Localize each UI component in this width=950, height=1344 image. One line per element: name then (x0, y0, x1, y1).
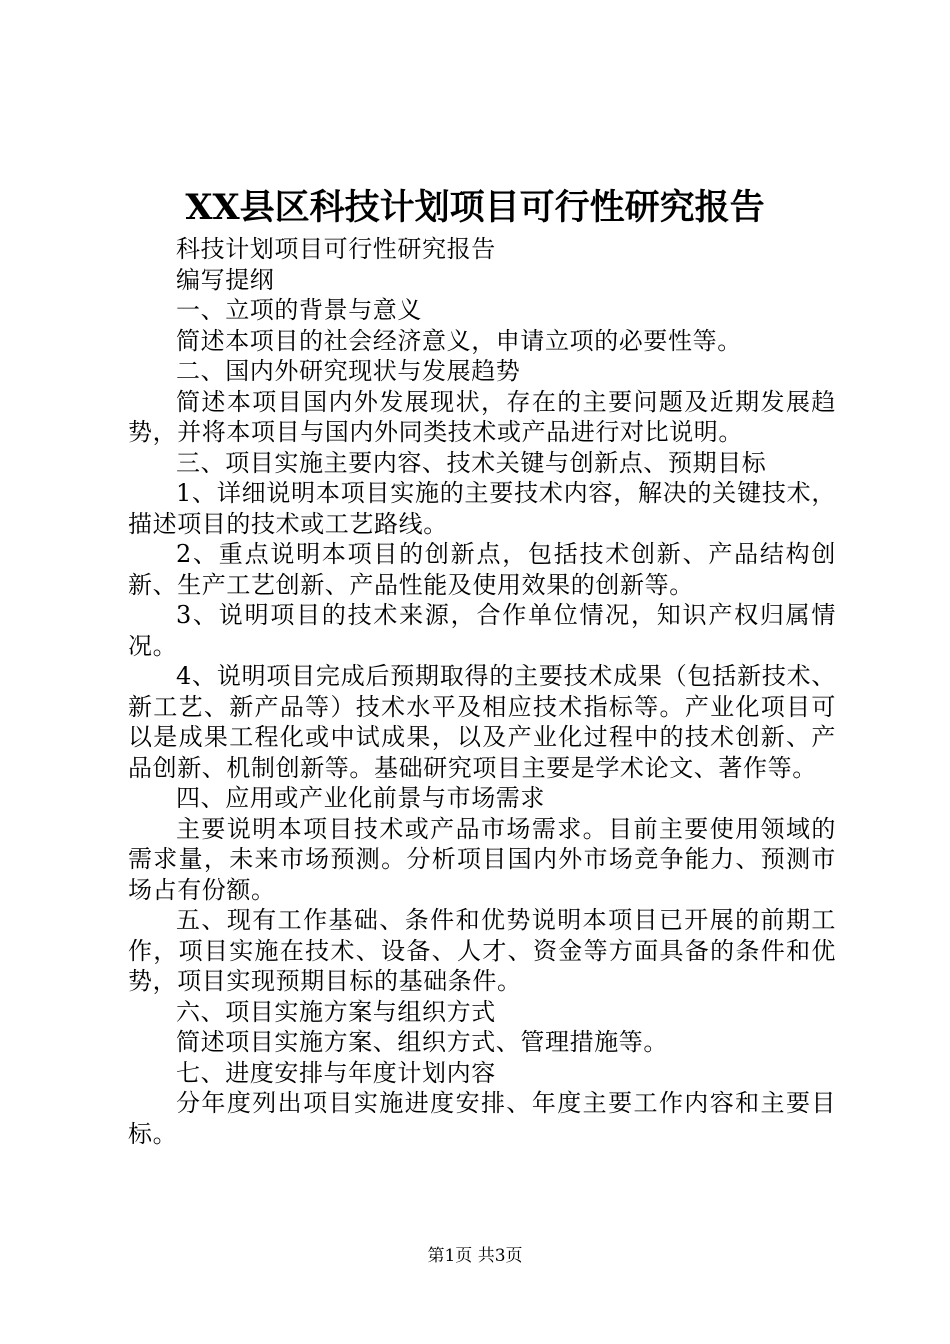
paragraph: 分年度列出项目实施进度安排、年度主要工作内容和主要目标。 (128, 1089, 836, 1148)
document-body (128, 234, 836, 1149)
list-item: 3、说明项目的技术来源，合作单位情况，知识产权归属情况。 (128, 601, 836, 660)
section-heading: 七、进度安排与年度计划内容 (176, 1058, 496, 1087)
paragraph: 简述本项目的社会经济意义，申请立项的必要性等。 (176, 326, 742, 355)
list-item: 2、重点说明本项目的创新点，包括技术创新、产品结构创新、生产工艺创新、产品性能及使用效果的创新等。 (128, 540, 836, 599)
section-heading: 四、应用或产业化前景与市场需求 (176, 784, 545, 812)
document-title: XX县区科技计划项目可行性研究报告 (185, 187, 765, 228)
paragraph: 科技计划项目可行性研究报告 (176, 235, 496, 263)
paragraph: 简述本项目国内外发展现状，存在的主要问题及近期发展趋势，并将本项目与国内外同类技术或产品进行对比说明。 (128, 387, 836, 446)
section-heading: 一、立项的背景与意义 (176, 296, 422, 324)
list-item: 1、详细说明本项目实施的主要技术内容，解决的关键技术，描述项目的技术或工艺路线。 (128, 479, 836, 538)
paragraph: 编写提纲 (176, 265, 275, 294)
paragraph: 简述项目实施方案、组织方式、管理措施等。 (176, 1028, 668, 1056)
paragraph: 主要说明本项目技术或产品市场需求。目前主要使用领域的需求量，未来市场预测。分析项目国内外市场竞争能力、预测市场占有份额。 (128, 814, 836, 904)
list-item: 4、说明项目完成后预期取得的主要技术成果（包括新技术、新工艺、新产品等）技术水平及相应技术指标等。产业化项目可以是成果工程化或中试成果，以及产业化过程中的技术创新、产品创新、机制创新等。基础研究项目主要是学术论文、著作等。 (128, 662, 836, 782)
section-heading: 六、项目实施方案与组织方式 (176, 997, 496, 1026)
section-heading: 二、国内外研究现状与发展趋势 (176, 357, 521, 385)
page-footer: 第1页 共3页 (427, 1246, 523, 1266)
paragraph: 五、现有工作基础、条件和优势说明本项目已开展的前期工作，项目实施在技术、设备、人才、资金等方面具备的条件和优势，项目实现预期目标的基础条件。 (128, 906, 836, 995)
section-heading: 三、项目实施主要内容、技术关键与创新点、预期目标 (176, 448, 767, 477)
